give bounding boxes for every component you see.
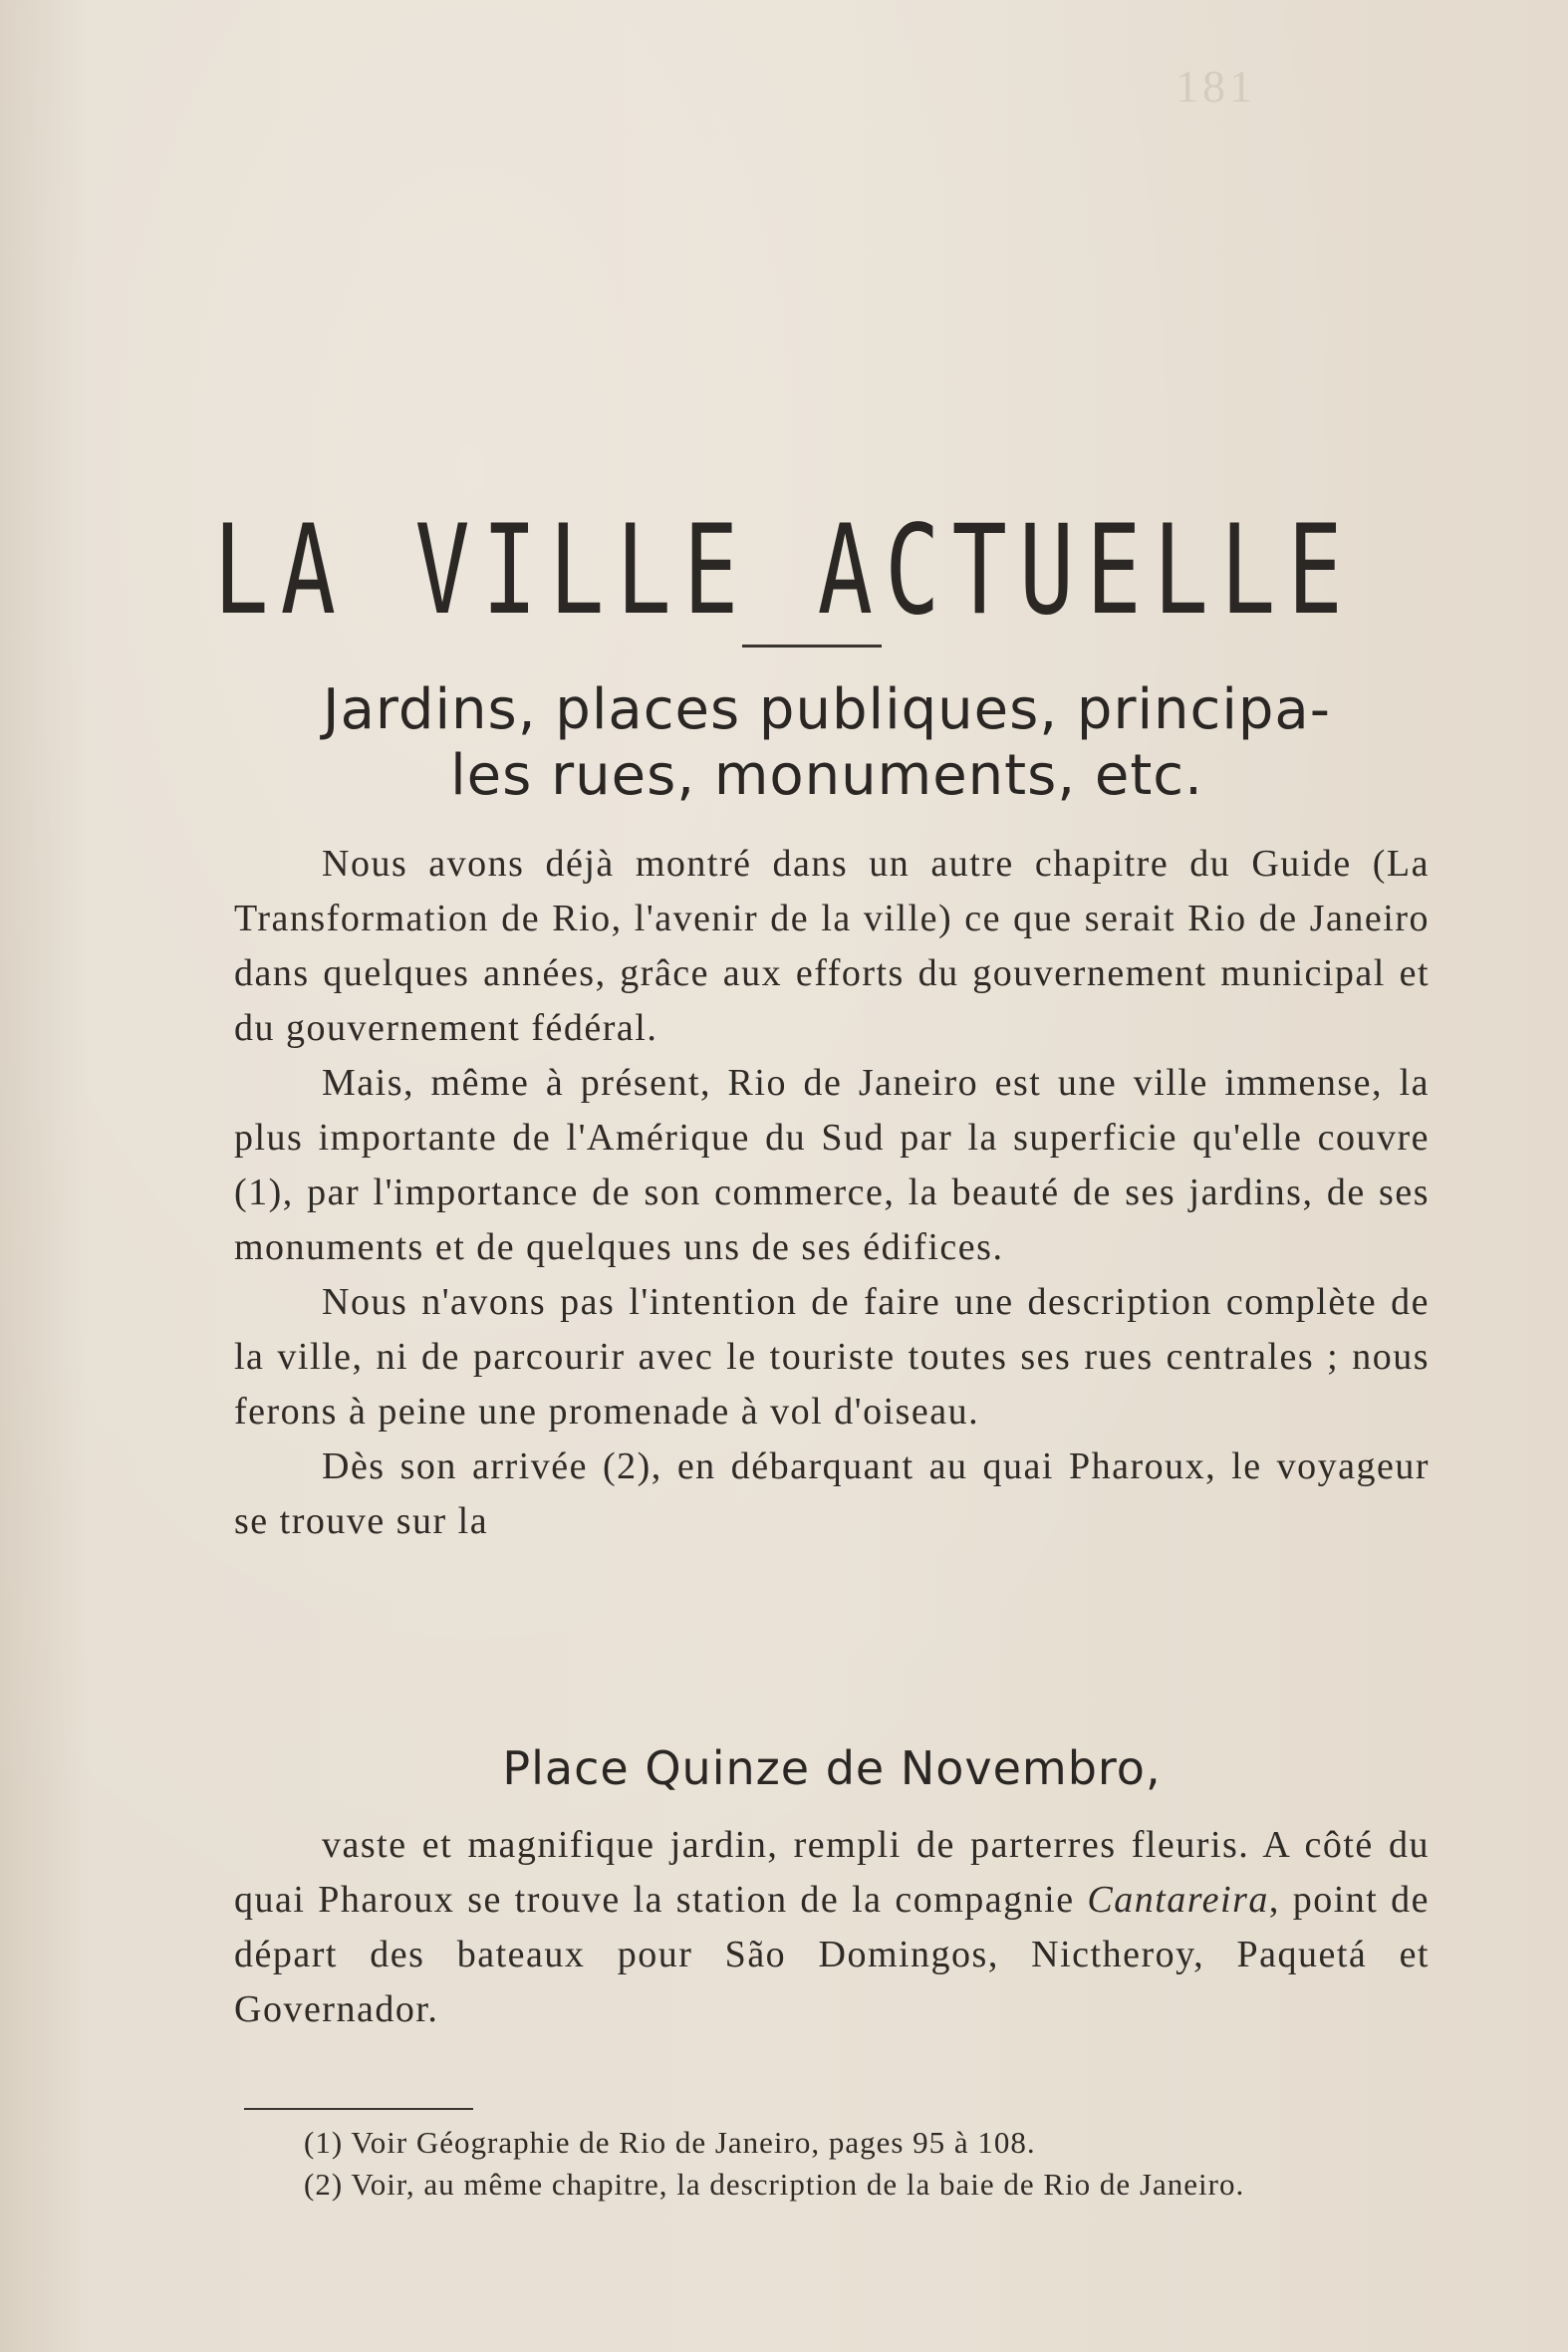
paragraph-5 (234, 1818, 1430, 2037)
section-heading-line-2: les rues, monuments, etc. (450, 743, 1203, 808)
section-heading-line-1: Jardins, places publiques, principa- (323, 677, 1331, 742)
body-text-main (234, 837, 1430, 1549)
bleed-through-page-number: 181 (1176, 61, 1256, 112)
section-heading (229, 677, 1425, 809)
paragraph-5-end: , point de départ des bateaux pour São Domingos, Nictheroy, Paquetá et Governador. (234, 1879, 1430, 2030)
title-divider (742, 645, 882, 648)
footnote-1: (1) Voir Géographie de Rio de Janeiro, pages 95 à 108. (304, 2125, 1036, 2160)
paragraph-3: Nous n'avons pas l'intention de faire une description complète de la ville, ni de parcourir avec le touriste toutes ses rues centrales ; nous ferons à peine une promenade à vol d'oiseau. (234, 1281, 1430, 1433)
chapter-title: LA VILLE ACTUELLE (213, 498, 1355, 643)
paragraph-1: Nous avons déjà montré dans un autre chapitre du Guide (La Transformation de Rio, l'avenir de la ville) ce que serait Rio de Janeiro dans quelques années, grâce aux efforts du gouvernement municipal et du gouvernement fédéral. (234, 843, 1430, 1049)
paragraph-5-start: vaste et magnifique jardin, rempli de parterres fleuris. A côté du quai Pharoux se trouve la station de la compagnie (234, 1824, 1430, 1921)
place-subheading: Place Quinze de Novembro, (502, 1741, 1162, 1795)
paragraph-2: Mais, même à présent, Rio de Janeiro est une ville immense, la plus importante de l'Amérique du Sud par la superficie qu'elle couvre (1), par l'importance de son commerce, la beauté de ses jardins, de ses monuments et de quelques uns de ses édifices. (234, 1062, 1430, 1268)
paragraph-5-italic: Cantareira (1087, 1879, 1269, 1921)
footnote-divider (244, 2108, 473, 2110)
body-text-after-subheading (234, 1818, 1430, 2037)
footnote-2: (2) Voir, au même chapitre, la description de la baie de Rio de Janeiro. (304, 2167, 1245, 2202)
paragraph-4: Dès son arrivée (2), en débarquant au quai Pharoux, le voyageur se trouve sur la (234, 1445, 1430, 1542)
footnotes (244, 2122, 1430, 2206)
